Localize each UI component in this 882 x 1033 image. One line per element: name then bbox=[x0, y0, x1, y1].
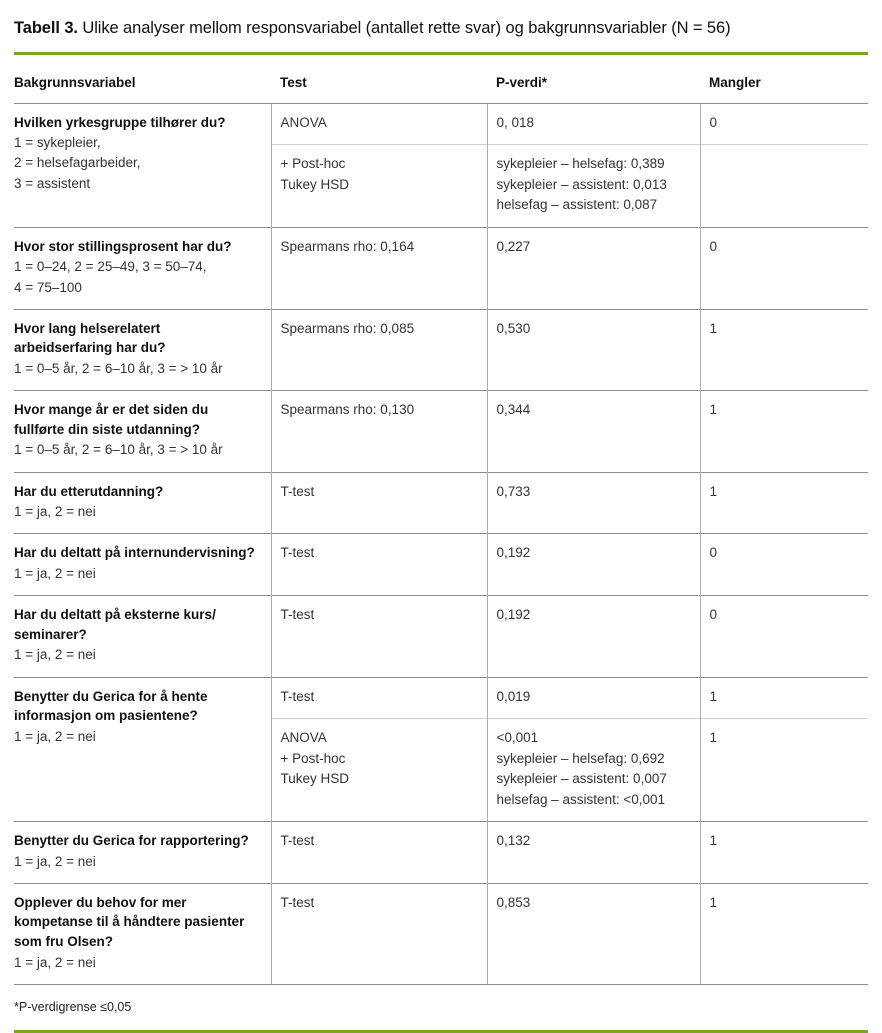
cell-bakgrunnsvariabel bbox=[14, 677, 271, 822]
column-header-mangler: Mangler bbox=[709, 74, 761, 90]
cell-test: T-test bbox=[271, 677, 487, 719]
cell-mangler: 1 bbox=[700, 472, 868, 534]
cell-p-verdi: 0,530 bbox=[487, 309, 700, 390]
cell-bakgrunnsvariabel bbox=[14, 309, 271, 390]
analysis-table bbox=[14, 75, 868, 984]
cell-mangler: 0 bbox=[700, 103, 868, 145]
cell-p-verdi: sykepleier – helsefag: 0,389 sykepleier – assistent: 0,013 helsefag – assistent: 0,087 bbox=[487, 145, 700, 228]
cell-test: ANOVA + Post-hoc Tukey HSD bbox=[271, 719, 487, 822]
cell-bakgrunnsvariabel bbox=[14, 227, 271, 309]
question-codes: 1 = 0–24, 2 = 25–49, 3 = 50–74, 4 = 75–100 bbox=[14, 259, 207, 295]
question-text: Hvor mange år er det siden du fullførte din siste utdanning? bbox=[14, 402, 209, 437]
header-row bbox=[14, 75, 868, 104]
question-text: Hvor stor stillingsprosent har du? bbox=[14, 238, 232, 254]
cell-test: T-test bbox=[271, 596, 487, 677]
cell-bakgrunnsvariabel bbox=[14, 822, 271, 884]
cell-mangler: 0 bbox=[700, 534, 868, 596]
table-row bbox=[14, 309, 868, 390]
page-title bbox=[14, 0, 868, 39]
question-text: Benytter du Gerica for rapportering? bbox=[14, 833, 249, 849]
cell-p-verdi: 0,733 bbox=[487, 472, 700, 534]
cell-bakgrunnsvariabel bbox=[14, 391, 271, 472]
question-codes: 1 = ja, 2 = nei bbox=[14, 647, 96, 663]
cell-bakgrunnsvariabel bbox=[14, 883, 271, 983]
cell-p-verdi: 0,853 bbox=[487, 883, 700, 983]
cell-bakgrunnsvariabel bbox=[14, 534, 271, 596]
table-footnote: *P-verdigrense ≤0,05 bbox=[14, 1000, 132, 1015]
question-text: Benytter du Gerica for å hente informasjon om pasientene? bbox=[14, 688, 208, 724]
cell-test: T-test bbox=[271, 472, 487, 534]
cell-mangler: 1 bbox=[700, 822, 868, 884]
question-text: Har du deltatt på eksterne kurs/ seminarer? bbox=[14, 607, 216, 642]
question-codes: 1 = ja, 2 = nei bbox=[14, 504, 96, 520]
cell-p-verdi: 0,192 bbox=[487, 596, 700, 677]
cell-mangler: 0 bbox=[700, 596, 868, 677]
cell-bakgrunnsvariabel bbox=[14, 472, 271, 534]
column-header-bakgrunnsvariabel: Bakgrunnsvariabel bbox=[14, 74, 136, 90]
cell-bakgrunnsvariabel bbox=[14, 596, 271, 677]
cell-mangler: 1 bbox=[700, 719, 868, 822]
cell-p-verdi: 0,344 bbox=[487, 391, 700, 472]
table-number: Tabell 3. bbox=[14, 19, 78, 37]
question-codes: 1 = 0–5 år, 2 = 6–10 år, 3 = > 10 år bbox=[14, 442, 223, 458]
question-codes: 1 = ja, 2 = nei bbox=[14, 728, 96, 744]
table-caption: Ulike analyser mellom responsvariabel (antallet rette svar) og bakgrunnsvariabler (N = 56) bbox=[77, 19, 731, 37]
cell-p-verdi: <0,001 sykepleier – helsefag: 0,692 sykepleier – assistent: 0,007 helsefag – assistent: <0,001 bbox=[487, 719, 700, 822]
table-header bbox=[14, 75, 868, 104]
cell-mangler: 1 bbox=[700, 677, 868, 719]
cell-p-verdi: 0, 018 bbox=[487, 103, 700, 145]
cell-test: + Post-hoc Tukey HSD bbox=[271, 145, 487, 228]
table-row bbox=[14, 883, 868, 983]
cell-test: ANOVA bbox=[271, 103, 487, 145]
cell-test: Spearmans rho: 0,085 bbox=[271, 309, 487, 390]
cell-mangler: 1 bbox=[700, 391, 868, 472]
question-text: Hvilken yrkesgruppe tilhører du? bbox=[14, 114, 226, 130]
question-text: Hvor lang helserelatert arbeidserfaring har du? bbox=[14, 320, 166, 356]
table-row bbox=[14, 596, 868, 677]
table-row bbox=[14, 227, 868, 309]
table-row bbox=[14, 822, 868, 884]
cell-p-verdi: 0,132 bbox=[487, 822, 700, 884]
question-text: Har du deltatt på internundervisning? bbox=[14, 545, 255, 561]
cell-test: T-test bbox=[271, 534, 487, 596]
cell-mangler: 1 bbox=[700, 883, 868, 983]
question-codes: 1 = ja, 2 = nei bbox=[14, 853, 96, 869]
cell-bakgrunnsvariabel bbox=[14, 103, 271, 227]
cell-p-verdi: 0,192 bbox=[487, 534, 700, 596]
question-codes: 1 = ja, 2 = nei bbox=[14, 954, 96, 970]
question-codes: 1 = ja, 2 = nei bbox=[14, 565, 96, 581]
cell-p-verdi: 0,227 bbox=[487, 227, 700, 309]
table-row bbox=[14, 391, 868, 472]
question-codes: 1 = 0–5 år, 2 = 6–10 år, 3 = > 10 år bbox=[14, 360, 223, 376]
cell-mangler bbox=[700, 145, 868, 228]
table-row bbox=[14, 534, 868, 596]
cell-mangler: 1 bbox=[700, 309, 868, 390]
table-row bbox=[14, 103, 868, 145]
table-row bbox=[14, 677, 868, 719]
cell-test: T-test bbox=[271, 883, 487, 983]
question-text: Har du etterutdanning? bbox=[14, 483, 164, 499]
question-text: Opplever du behov for mer kompetanse til å håndtere pasienter som fru Olsen? bbox=[14, 894, 245, 950]
cell-test: T-test bbox=[271, 822, 487, 884]
cell-p-verdi: 0,019 bbox=[487, 677, 700, 719]
top-accent-rule bbox=[14, 52, 868, 55]
column-header-p-verdi: P-verdi* bbox=[496, 74, 548, 90]
cell-test: Spearmans rho: 0,164 bbox=[271, 227, 487, 309]
cell-mangler: 0 bbox=[700, 227, 868, 309]
question-codes: 1 = sykepleier, 2 = helsefagarbeider, 3 = assistent bbox=[14, 135, 141, 191]
column-header-test: Test bbox=[280, 74, 307, 90]
table-body bbox=[14, 103, 868, 984]
cell-test: Spearmans rho: 0,130 bbox=[271, 391, 487, 472]
table-row bbox=[14, 472, 868, 534]
